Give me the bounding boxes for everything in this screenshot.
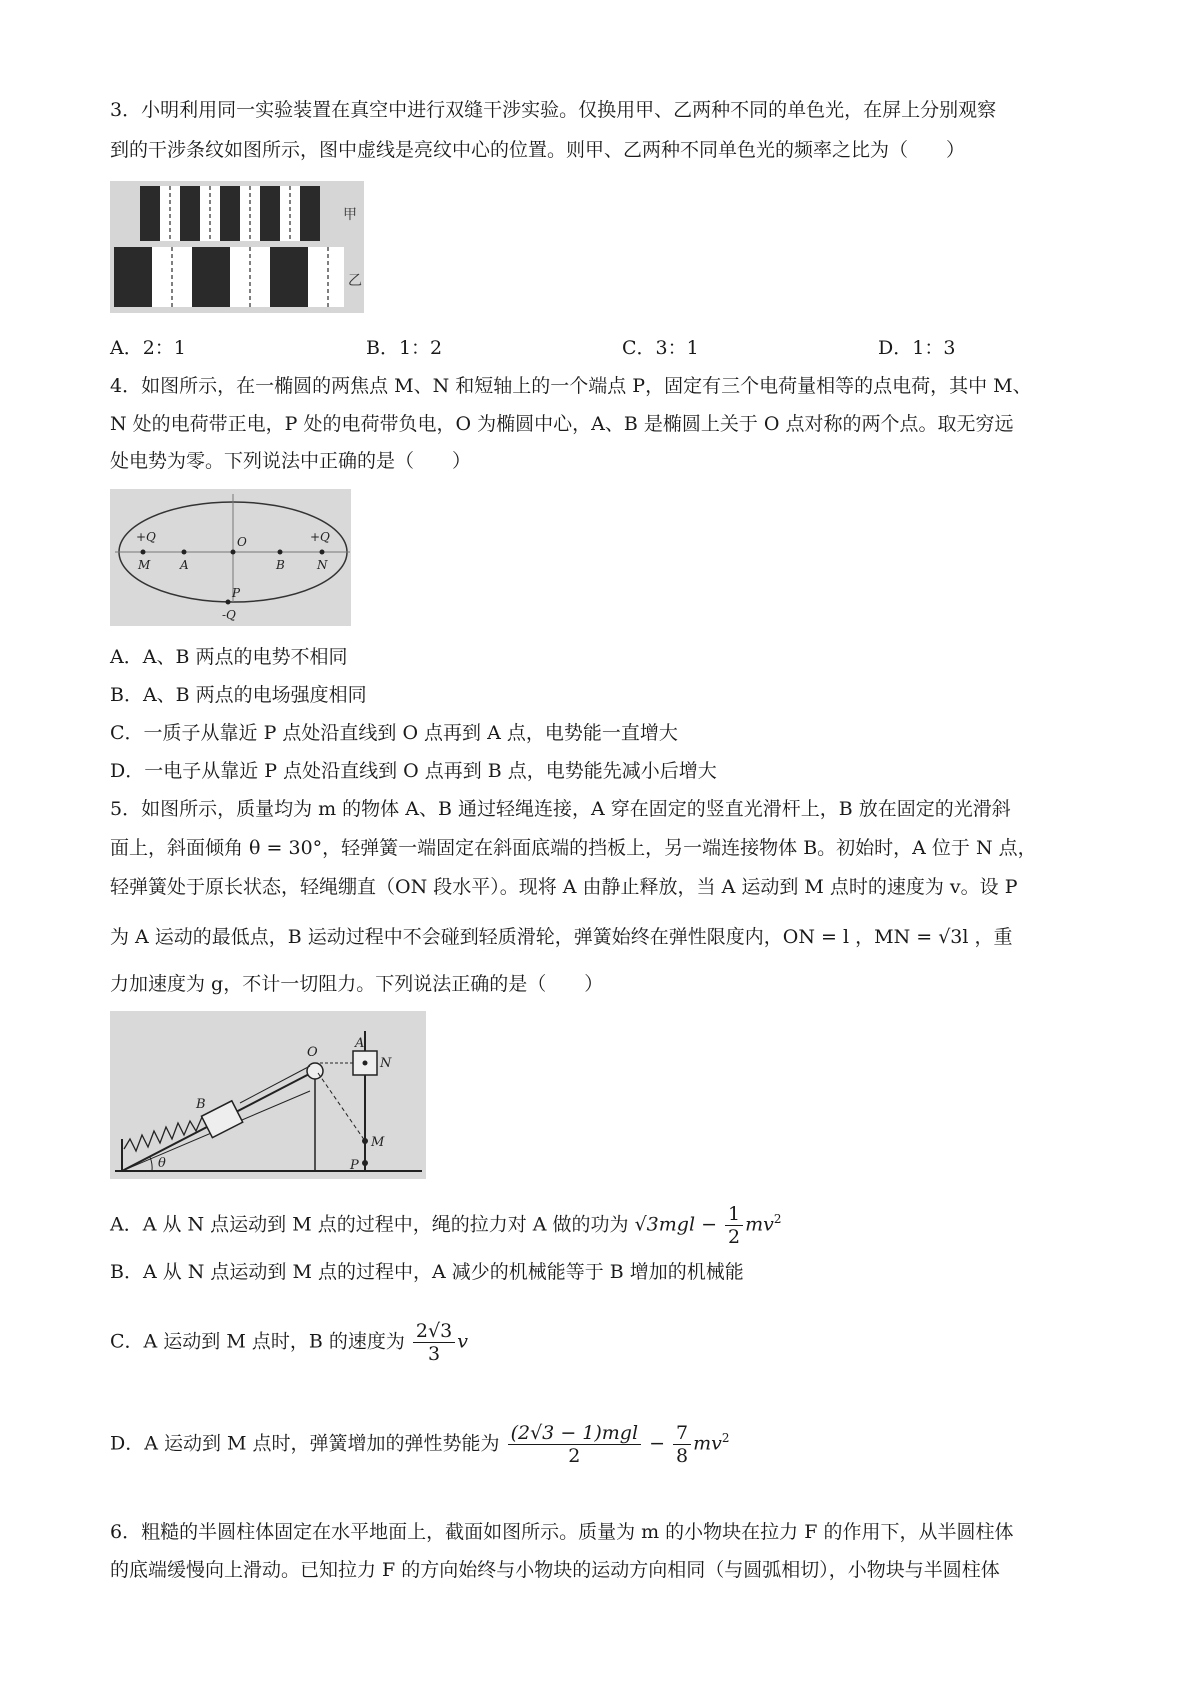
q5-option-a-superscript: 2: [773, 1212, 782, 1226]
q4-ellipse-figure: [110, 489, 351, 626]
fringe-strip-jia: [140, 186, 320, 241]
q5-option-d-superscript: 2: [721, 1431, 730, 1445]
q5-line-4: 为 A 运动的最低点，B 运动过程中不会碰到轻质滑轮，弹簧始终在弹性限度内，ON = l ，MN = √3l ，重: [110, 926, 1013, 948]
fraction-denominator: 8: [676, 1444, 689, 1467]
label-b: B: [276, 558, 285, 572]
label-o: O: [237, 535, 247, 549]
fraction-numerator: 2√3: [413, 1320, 455, 1343]
q4-line-1: 4．如图所示，在一椭圆的两焦点 M、N 和短轴上的一个端点 P，固定有三个电荷量相等的点电荷，其中 M、: [110, 375, 1032, 397]
q5-line-3: 轻弹簧处于原长状态，轻绳绷直（ON 段水平）。现将 A 由静止释放，当 A 运动到 M 点时的速度为 v。设 P: [110, 876, 1018, 898]
q5-option-c-text: C．A 运动到 M 点时，B 的速度为: [110, 1330, 405, 1353]
q4-option-b: B．A、B 两点的电场强度相同: [110, 684, 367, 706]
fringe-strip-yi: [114, 247, 344, 307]
q5-option-c-fraction: [413, 1320, 455, 1365]
q4-line-2: N 处的电荷带正电，P 处的电荷带负电，O 为椭圆中心，A、B 是椭圆上关于 O 点对称的两个点。取无穷远: [110, 413, 1014, 435]
label-jia: 甲: [343, 207, 357, 223]
label-m: M: [138, 558, 151, 572]
q3-line-2: 到的干涉条纹如图所示，图中虚线是亮纹中心的位置。则甲、乙两种不同单色光的频率之比为（ ）: [110, 139, 966, 161]
q3-option-d: D．1：3: [878, 337, 956, 359]
label-plus-q-left: +Q: [136, 530, 156, 544]
q5-option-a: [110, 1199, 782, 1248]
q6-line-2: 的底端缓慢向上滑动。已知拉力 F 的方向始终与小物块的运动方向相同（与圆弧相切），小物块与半圆柱体: [110, 1559, 1000, 1581]
q3-option-b: B．1：2: [366, 337, 443, 359]
label-a: A: [355, 1036, 365, 1051]
q5-option-a-tail: mv: [745, 1213, 774, 1236]
label-a: A: [180, 558, 189, 572]
label-n: N: [317, 558, 328, 572]
q5-option-a-text: A．A 从 N 点运动到 M 点的过程中，绳的拉力对 A 做的功为: [110, 1213, 629, 1236]
q3-line-1: 3．小明利用同一实验装置在真空中进行双缝干涉实验。仅换用甲、乙两种不同的单色光，在屏上分别观察: [110, 99, 997, 121]
label-theta: θ: [158, 1156, 166, 1171]
label-plus-q-right: +Q: [310, 530, 330, 544]
fraction-numerator: 7: [673, 1422, 691, 1445]
q6-line-1: 6．粗糙的半圆柱体固定在水平地面上，截面如图所示。质量为 m 的小物块在拉力 F 的作用下，从半圆柱体: [110, 1521, 1014, 1543]
q5-option-c: [110, 1320, 468, 1365]
label-minus-q: -Q: [222, 608, 236, 622]
q5-option-d-fraction-2: [673, 1422, 691, 1467]
q5-option-d: [110, 1418, 730, 1467]
label-p: P: [350, 1158, 359, 1173]
q3-option-a: A．2：1: [110, 337, 186, 359]
q4-option-a: A．A、B 两点的电势不相同: [110, 646, 348, 668]
q5-line-5: 力加速度为 g，不计一切阻力。下列说法正确的是（ ）: [110, 973, 604, 995]
label-b: B: [196, 1097, 206, 1112]
fraction-denominator: 3: [427, 1343, 441, 1365]
fraction-numerator: 1: [725, 1203, 743, 1226]
label-n: N: [380, 1056, 392, 1071]
q5-option-d-text: D．A 运动到 M 点时，弹簧增加的弹性势能为: [110, 1432, 500, 1455]
q4-option-d: D．一电子从靠近 P 点处沿直线到 O 点再到 B 点，电势能先减小后增大: [110, 760, 717, 782]
q5-incline-figure: [110, 1011, 426, 1179]
q3-option-c: C．3：1: [622, 337, 699, 359]
q5-line-1: 5．如图所示，质量均为 m 的物体 A、B 通过轻绳连接，A 穿在固定的竖直光滑杆上，B 放在固定的光滑斜: [110, 798, 1011, 820]
q5-option-d-minus: −: [649, 1432, 665, 1455]
q4-option-c: C．一质子从靠近 P 点处沿直线到 O 点再到 A 点，电势能一直增大: [110, 722, 678, 744]
label-o: O: [307, 1045, 318, 1060]
q5-line-2: 面上，斜面倾角 θ = 30°，轻弹簧一端固定在斜面底端的挡板上，另一端连接物体 B。初始时，A 位于 N 点，: [110, 837, 1037, 859]
fraction-numerator: (2√3 − 1)mgl: [508, 1422, 641, 1445]
q3-interference-figure: [110, 181, 364, 313]
label-m: M: [371, 1135, 385, 1150]
q5-option-c-tail: v: [457, 1330, 468, 1353]
label-p: P: [232, 586, 241, 600]
q5-option-d-tail: mv: [693, 1432, 722, 1455]
q5-option-a-expr: √3mgl −: [634, 1213, 717, 1236]
q5-option-b: B．A 从 N 点运动到 M 点的过程中，A 减少的机械能等于 B 增加的机械能: [110, 1261, 744, 1283]
q5-option-d-fraction-1: [508, 1422, 641, 1467]
q4-line-3: 处电势为零。下列说法中正确的是（ ）: [110, 450, 472, 472]
q5-option-a-fraction: [725, 1203, 743, 1248]
fraction-denominator: 2: [728, 1225, 741, 1248]
label-yi: 乙: [348, 273, 362, 289]
fraction-denominator: 2: [568, 1444, 581, 1467]
